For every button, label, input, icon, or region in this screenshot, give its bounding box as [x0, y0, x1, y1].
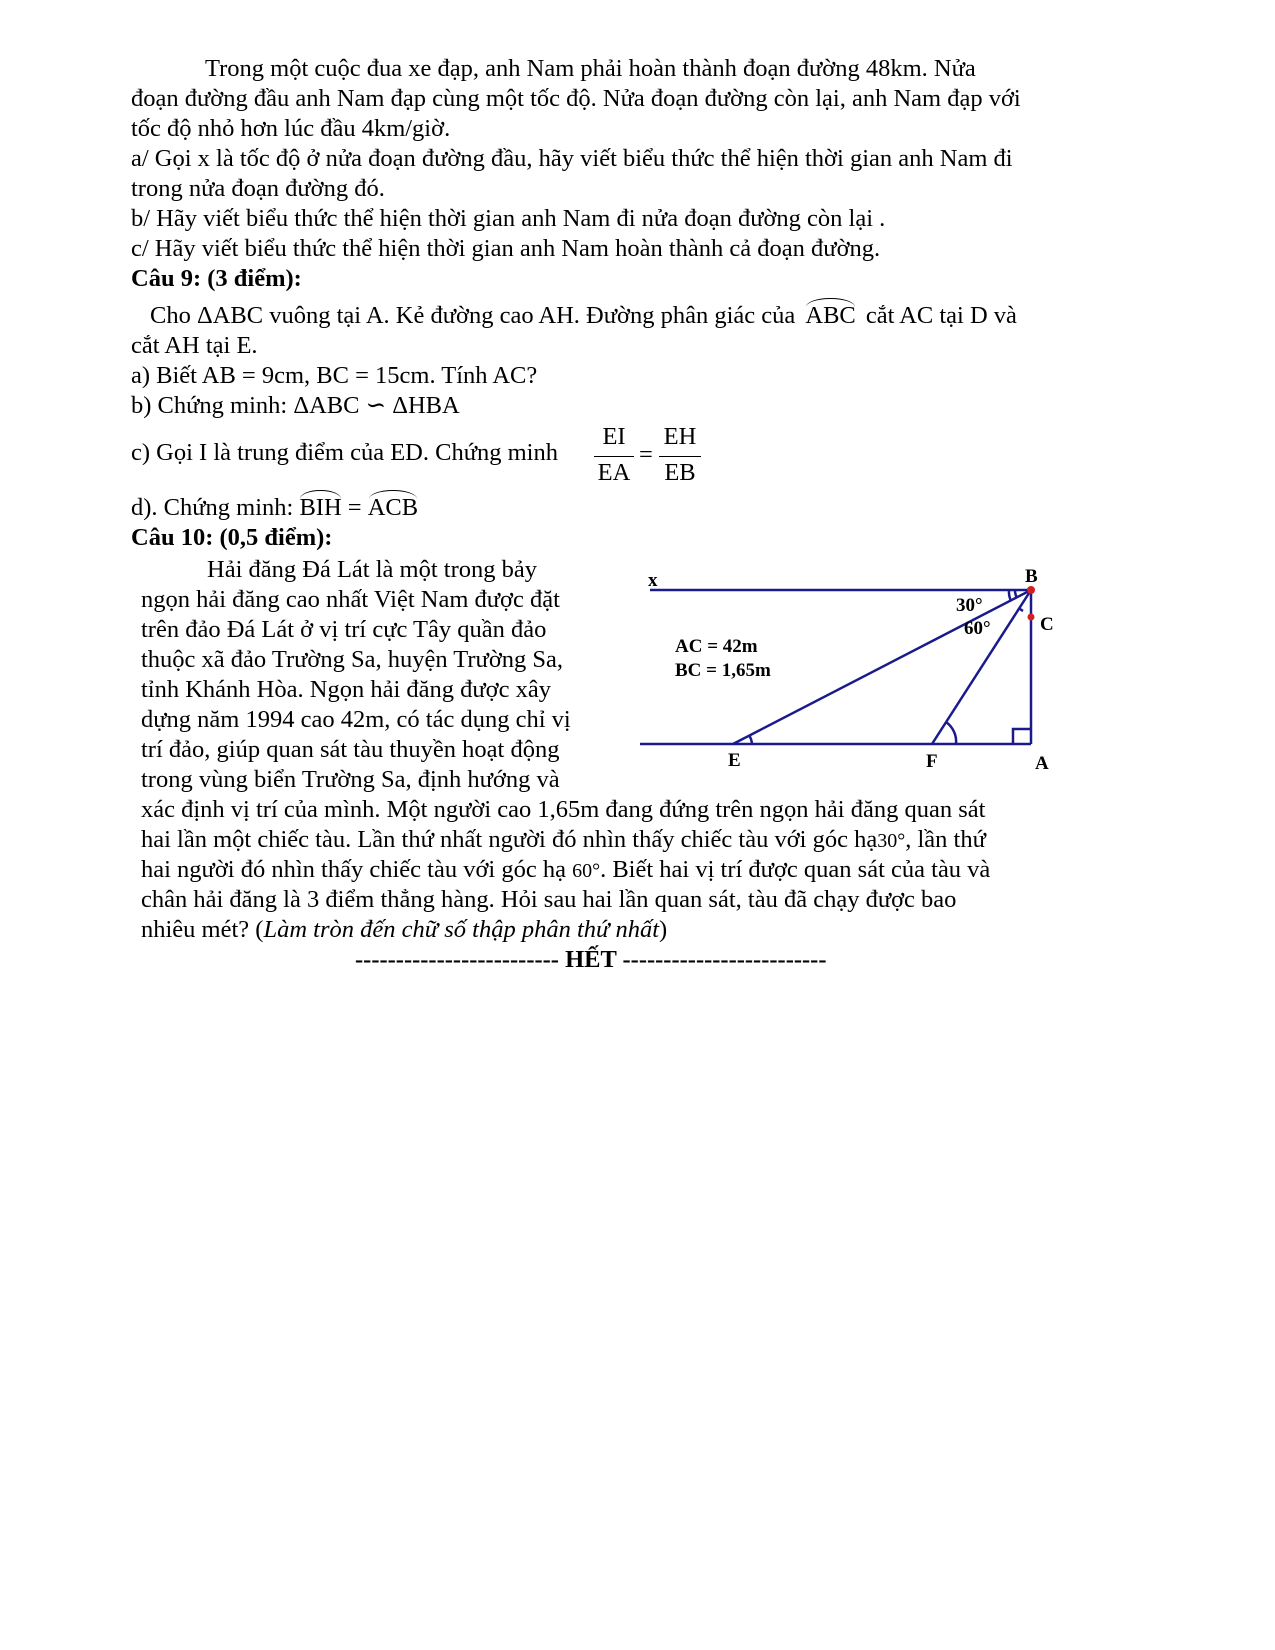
angle-60-inline: 60°: [572, 860, 601, 882]
label-a: A: [1035, 753, 1049, 774]
p8-line-3: tốc độ nhỏ hơn lúc đầu 4km/giờ.: [131, 115, 451, 142]
angle-arc-f: [946, 722, 956, 744]
point-c-dot: [1028, 614, 1035, 621]
p9-angle-abc: ABC: [805, 302, 856, 329]
label-x: x: [648, 570, 658, 591]
p10-line-13-end: ): [659, 916, 668, 943]
p9-question-c-text: c) Gọi I là trung điểm của ED. Chứng minh: [131, 439, 558, 466]
p9-intro-text-b: cắt AC tại D và: [865, 302, 1017, 329]
label-f: F: [926, 751, 938, 772]
angle-equals: =: [347, 494, 362, 521]
p10-line-11-text: hai người đó nhìn thấy chiếc tàu với góc hạ: [141, 856, 566, 883]
p10-line-9: xác định vị trí của mình. Một người cao 1,65m đang đứng trên ngọn hải đăng quan sát: [141, 796, 986, 823]
p9-question-b-text: b) Chứng minh:: [131, 392, 288, 419]
p10-line-10-end: , lần thứ: [905, 826, 986, 853]
angle-acb: ACB: [367, 494, 419, 521]
angle-arc-b-60: [1019, 608, 1023, 611]
p8-line-1: Trong một cuộc đua xe đạp, anh Nam phải hoàn thành đoạn đường 48km. Nửa: [205, 55, 976, 82]
angle-bih: BIH: [299, 494, 342, 521]
label-b: B: [1025, 566, 1038, 587]
p10-heading: Câu 10: (0,5 điểm):: [131, 524, 333, 551]
p8-question-c: c/ Hãy viết biểu thức thể hiện thời gian anh Nam hoàn thành cả đoạn đường.: [131, 235, 881, 262]
p9-heading: Câu 9: (3 điểm):: [131, 265, 302, 292]
p10-line-12: chân hải đăng là 3 điểm thẳng hàng. Hỏi sau hai lần quan sát, tàu đã chạy được bao: [141, 886, 957, 913]
p10-line-3: trên đảo Đá Lát ở vị trí cực Tây quần đảo: [141, 616, 547, 643]
p8-question-a-2: trong nửa đoạn đường đó.: [131, 175, 385, 202]
p10-line-7: trí đảo, giúp quan sát tàu thuyền hoạt động: [141, 736, 560, 763]
p9-intro-text-a: Cho ΔABC vuông tại A. Kẻ đường cao AH. Đường phân giác của: [150, 302, 796, 329]
p8-question-b: b/ Hãy viết biểu thức thể hiện thời gian anh Nam đi nửa đoạn đường còn lại .: [131, 205, 886, 232]
angle-label-30: 30°: [956, 595, 983, 616]
p10-line-2: ngọn hải đăng cao nhất Việt Nam được đặt: [141, 586, 560, 613]
label-bc-length: BC = 1,65m: [675, 660, 771, 681]
label-ac-length: AC = 42m: [675, 636, 758, 657]
label-e: E: [728, 750, 741, 771]
p10-rounding-note: Làm tròn đến chữ số thập phân thứ nhất: [263, 916, 660, 943]
fraction-2-denominator: EB: [664, 459, 696, 486]
p10-line-5: tỉnh Khánh Hòa. Ngọn hải đăng được xây: [141, 676, 551, 703]
fraction-2-numerator: EH: [663, 423, 697, 450]
right-angle-marker: [1013, 729, 1031, 744]
p10-line-6: dựng năm 1994 cao 42m, có tác dụng chỉ vị: [141, 706, 571, 733]
fraction-equals: =: [639, 441, 653, 468]
p9-similarity-expression: ΔABC ∽ ΔHBA: [293, 392, 460, 419]
p10-line-8: trong vùng biển Trường Sa, định hướng và: [141, 766, 560, 793]
p10-line-4: thuộc xã đảo Trường Sa, huyện Trường Sa,: [141, 646, 564, 673]
fraction-1-numerator: EI: [602, 423, 626, 450]
p10-line-13-start: nhiêu mét? (: [141, 916, 264, 943]
p10-line-10-text: hai lần một chiếc tàu. Lần thứ nhất người đó nhìn thấy chiếc tàu với góc hạ: [141, 826, 878, 853]
p9-question-a: a) Biết AB = 9cm, BC = 15cm. Tính AC?: [131, 362, 538, 389]
label-c: C: [1040, 614, 1054, 635]
sight-line-be: [733, 590, 1031, 744]
p9-intro-line-2: cắt AH tại E.: [131, 332, 258, 359]
angle-arc-e: [749, 735, 752, 744]
p8-question-a-1: a/ Gọi x là tốc độ ở nửa đoạn đường đầu, hãy viết biểu thức thể hiện thời gian anh Nam đi: [131, 145, 1013, 172]
angle-label-60: 60°: [964, 618, 991, 639]
p10-line-1: Hải đăng Đá Lát là một trong bảy: [207, 556, 537, 583]
p9-question-d-text: d). Chứng minh:: [131, 494, 294, 521]
p10-line-11-end: . Biết hai vị trí được quan sát của tàu và: [600, 856, 991, 883]
angle-30-inline: 30°: [877, 830, 906, 852]
end-mark: ------------------------- HẾT -------------------------: [355, 946, 827, 973]
point-b-dot: [1027, 586, 1035, 594]
fraction-1-denominator: EA: [597, 459, 631, 486]
p8-line-2: đoạn đường đầu anh Nam đạp cùng một tốc độ. Nửa đoạn đường còn lại, anh Nam đạp với: [131, 85, 1021, 112]
angle-arc-b-30: [1009, 590, 1011, 601]
